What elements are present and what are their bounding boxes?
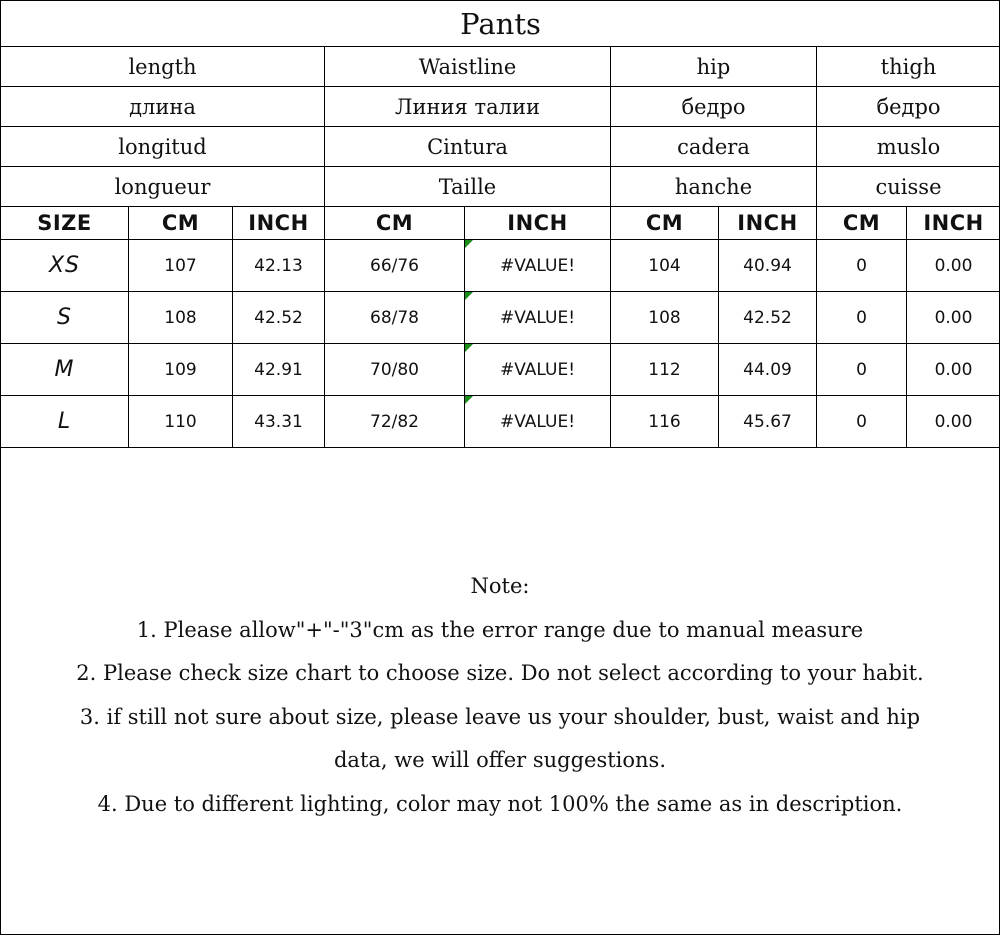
column-header-row [1, 207, 1000, 240]
length-inch-cell: 42.13 [233, 240, 325, 292]
measure-row-russian [1, 87, 1000, 127]
measure-label-length: length [1, 47, 325, 87]
measure-label-hip: hanche [611, 167, 817, 207]
header-length-inch: INCH [233, 207, 325, 240]
hip-cm-cell: 104 [611, 240, 719, 292]
hip-inch-cell: 45.67 [719, 396, 817, 448]
measure-label-hip: cadera [611, 127, 817, 167]
length-cm-cell: 108 [129, 292, 233, 344]
waist-inch-value: #VALUE! [499, 255, 576, 276]
hip-cm-cell: 108 [611, 292, 719, 344]
size-label: L [1, 396, 129, 448]
note-section [0, 565, 1000, 827]
thigh-cm-cell: 0 [817, 344, 907, 396]
measure-label-length: longitud [1, 127, 325, 167]
length-cm-cell: 110 [129, 396, 233, 448]
hip-inch-cell: 44.09 [719, 344, 817, 396]
size-label: XS [1, 240, 129, 292]
note-line: 3. if still not sure about size, please leave us your shoulder, bust, waist and hip [79, 704, 921, 729]
measure-row-french [1, 167, 1000, 207]
table-row [1, 344, 1000, 396]
waist-inch-cell [465, 396, 611, 448]
note-heading: Note: [470, 574, 530, 598]
header-thigh-cm: CM [817, 207, 907, 240]
hip-inch-cell: 42.52 [719, 292, 817, 344]
error-flag-icon [465, 292, 473, 300]
thigh-cm-cell: 0 [817, 240, 907, 292]
thigh-inch-cell: 0.00 [907, 240, 1000, 292]
header-hip-inch: INCH [719, 207, 817, 240]
note-line: 1. Please allow"+"-"3"cm as the error range due to manual measure [136, 617, 864, 642]
hip-inch-cell: 40.94 [719, 240, 817, 292]
waist-inch-value: #VALUE! [499, 411, 576, 432]
hip-cm-cell: 116 [611, 396, 719, 448]
table-row [1, 292, 1000, 344]
header-size: SIZE [1, 207, 129, 240]
table-row [1, 396, 1000, 448]
error-flag-icon [465, 240, 473, 248]
measure-label-waistline: Cintura [325, 127, 611, 167]
length-cm-cell: 107 [129, 240, 233, 292]
thigh-cm-cell: 0 [817, 292, 907, 344]
measure-label-waistline: Taille [325, 167, 611, 207]
waist-cm-cell: 70/80 [325, 344, 465, 396]
waist-cm-cell: 72/82 [325, 396, 465, 448]
waist-inch-value: #VALUE! [499, 359, 576, 380]
measure-label-waistline: Линия талии [325, 87, 611, 127]
thigh-inch-cell: 0.00 [907, 344, 1000, 396]
waist-inch-value: #VALUE! [499, 307, 576, 328]
table-row [1, 240, 1000, 292]
waist-inch-cell [465, 292, 611, 344]
thigh-inch-cell: 0.00 [907, 396, 1000, 448]
error-flag-icon [465, 344, 473, 352]
thigh-cm-cell: 0 [817, 396, 907, 448]
length-inch-cell: 43.31 [233, 396, 325, 448]
header-length-cm: CM [129, 207, 233, 240]
measure-label-thigh: thigh [817, 47, 1000, 87]
header-waist-inch: INCH [465, 207, 611, 240]
measure-label-length: longueur [1, 167, 325, 207]
waist-cm-cell: 68/78 [325, 292, 465, 344]
measure-label-thigh: muslo [817, 127, 1000, 167]
note-line: data, we will offer suggestions. [333, 748, 667, 773]
size-label: M [1, 344, 129, 396]
measure-label-hip: бедро [611, 87, 817, 127]
length-inch-cell: 42.91 [233, 344, 325, 396]
hip-cm-cell: 112 [611, 344, 719, 396]
waist-inch-cell [465, 344, 611, 396]
measure-label-thigh: cuisse [817, 167, 1000, 207]
measure-label-hip: hip [611, 47, 817, 87]
length-inch-cell: 42.52 [233, 292, 325, 344]
waist-cm-cell: 66/76 [325, 240, 465, 292]
length-cm-cell: 109 [129, 344, 233, 396]
size-chart-table [0, 0, 1000, 448]
header-thigh-inch: INCH [907, 207, 1000, 240]
measure-label-waistline: Waistline [325, 47, 611, 87]
measure-label-thigh: бедро [817, 87, 1000, 127]
measure-row-spanish [1, 127, 1000, 167]
note-line: 4. Due to different lighting, color may not 100% the same as in description. [97, 791, 903, 816]
error-flag-icon [465, 396, 473, 404]
thigh-inch-cell: 0.00 [907, 292, 1000, 344]
measure-label-length: длина [1, 87, 325, 127]
header-waist-cm: CM [325, 207, 465, 240]
size-label: S [1, 292, 129, 344]
chart-title: Pants [1, 1, 1000, 47]
note-line: 2. Please check size chart to choose size. Do not select according to your habit. [76, 661, 924, 686]
header-hip-cm: CM [611, 207, 719, 240]
waist-inch-cell [465, 240, 611, 292]
measure-row-english [1, 47, 1000, 87]
